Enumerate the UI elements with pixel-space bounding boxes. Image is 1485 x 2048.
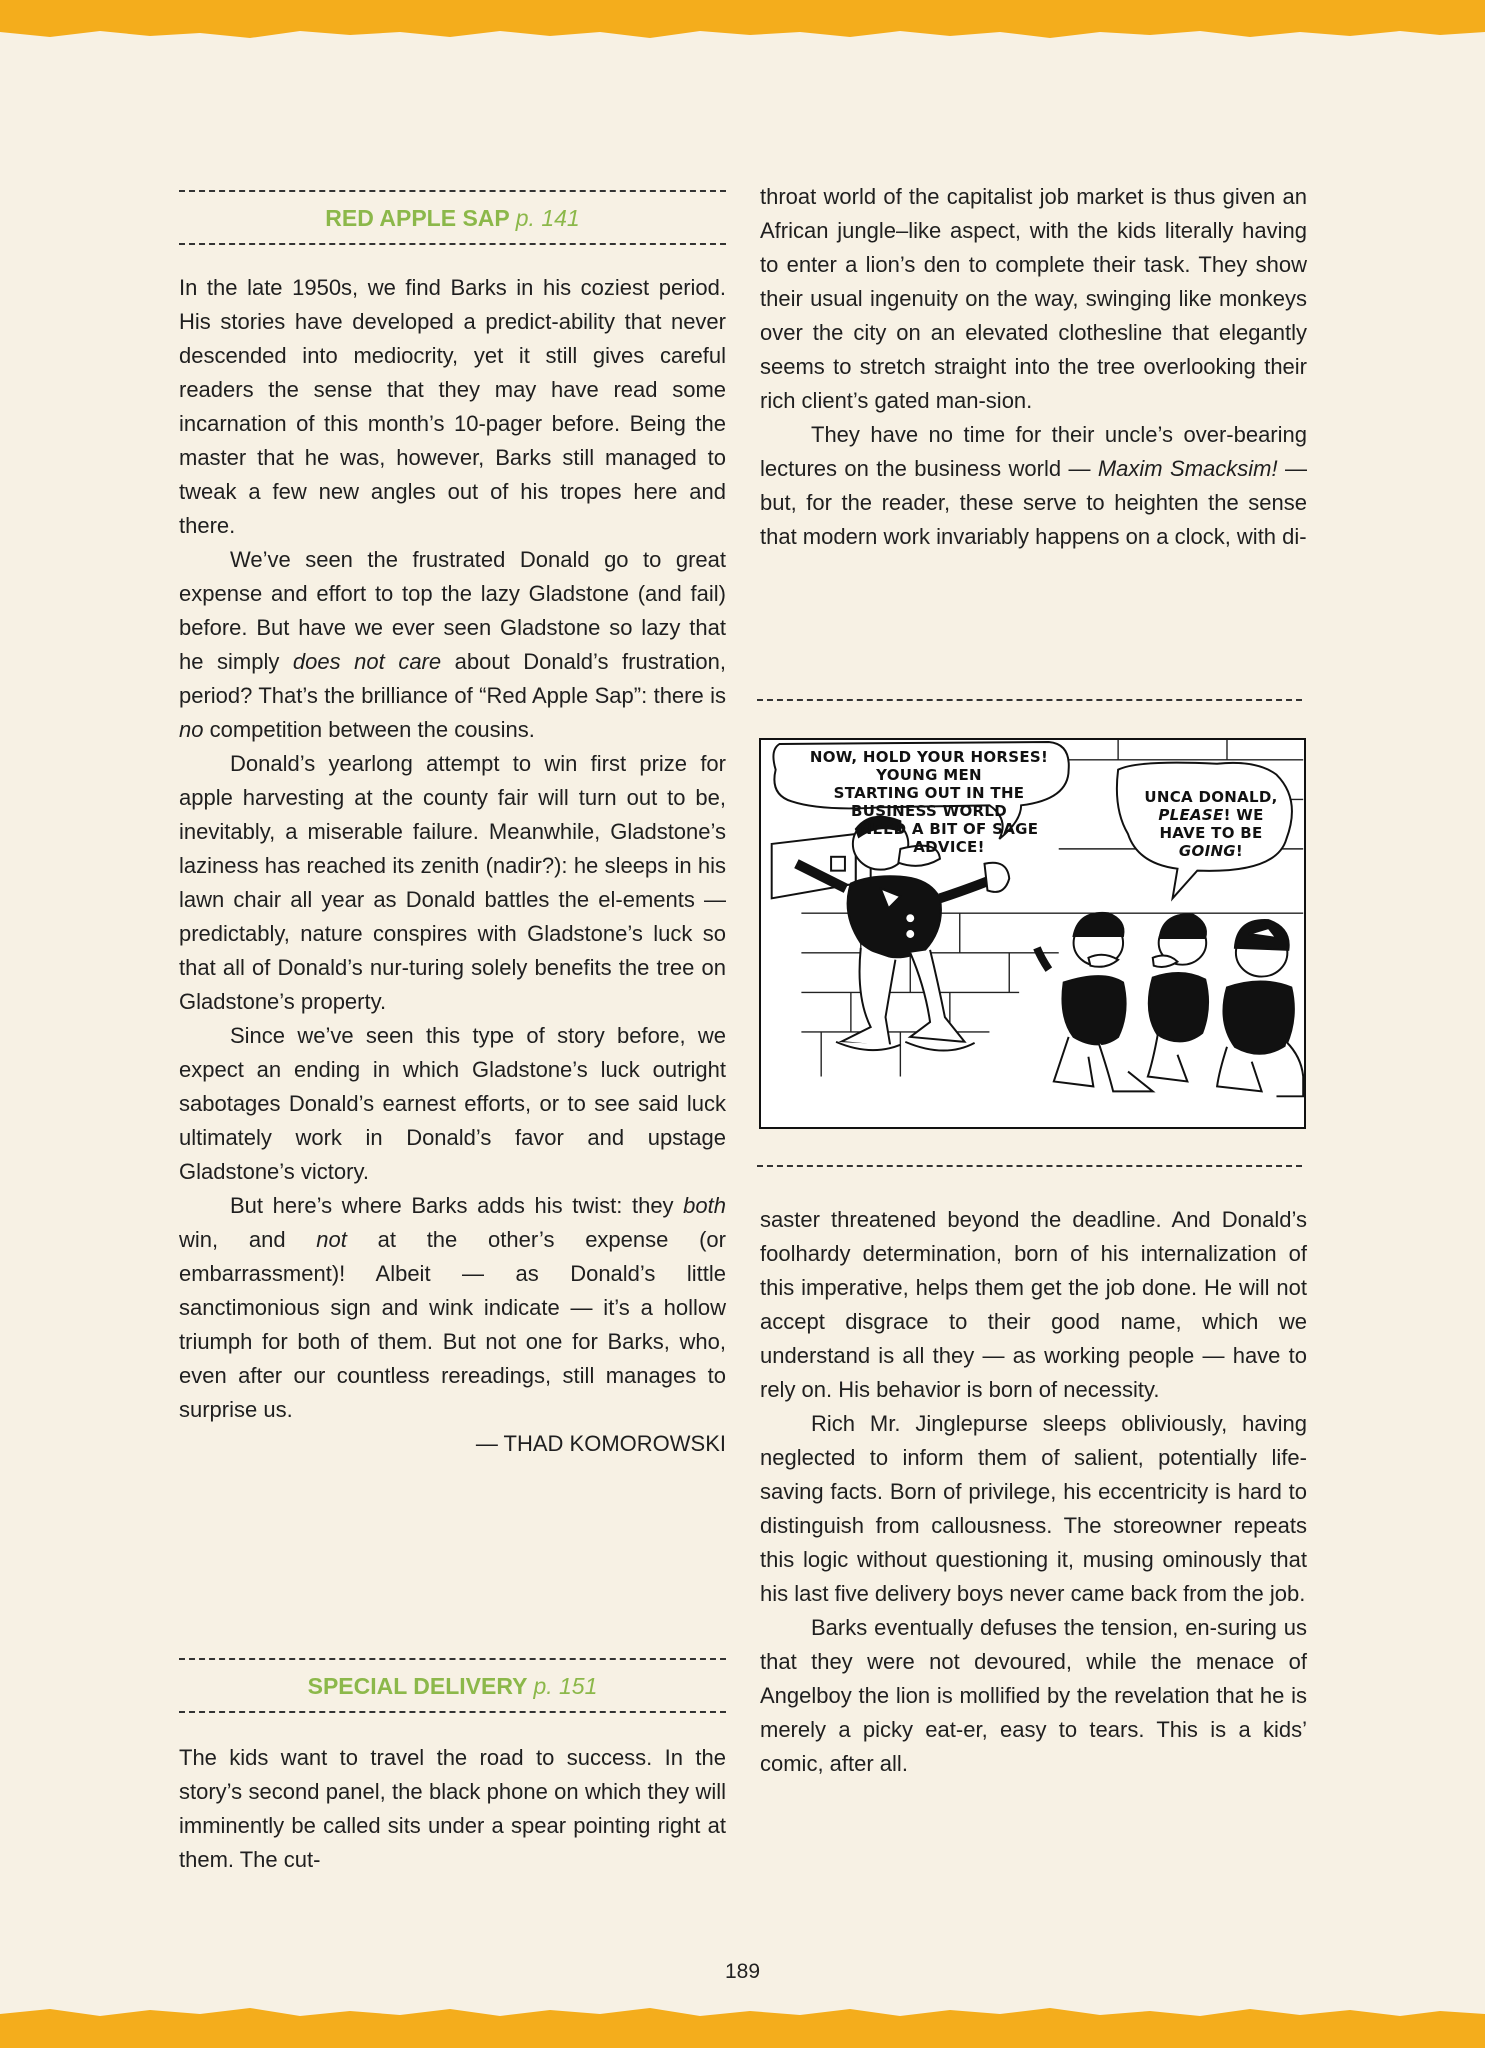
paragraph: throat world of the capitalist job market is thus given an African jungle–like aspect, with the kids literally having to enter a lion’s den to complete their task. They show their usual ingenuity on the way, swinging like monkeys over the city on an elevated clothesline that elegantly seems to stretch straight into the tree overlooking their rich client’s gated man-sion. xyxy=(760,184,1307,413)
section-page-ref: p. 151 xyxy=(533,1673,598,1699)
torn-edge-bottom xyxy=(0,2004,1485,2022)
bottom-band xyxy=(0,2018,1485,2048)
paragraph: Rich Mr. Jinglepurse sleeps obliviously, having neglected to inform them of salient, potentially life-saving facts. Born of privilege, his eccentricity is hard to distinguish from callousness. The storeowner repeats this logic without questioning it, musing ominously that his last five delivery boys never came back from the job. xyxy=(760,1411,1307,1606)
section-title: SPECIAL DELIVERY xyxy=(307,1673,528,1699)
paragraph: They have no time for their uncle’s over-bearing lectures on the business world — Maxim Smacksim! — but, for the reader, these serve to heighten the sense that modern work invariably happens on a clock, with di- xyxy=(760,422,1307,549)
left-column xyxy=(179,190,726,1461)
paragraph: In the late 1950s, we find Barks in his coziest period. His stories have developed a predict-ability that never descended into mediocrity, yet it still gives careful readers the sense that they may have read some incarnation of this month’s 10-pager before. Being the master that he was, however, Barks still managed to tweak a few new angles out of his tropes here and there. xyxy=(179,275,726,538)
left-column-section2 xyxy=(179,1658,726,1877)
page-number: 189 xyxy=(724,1960,761,1983)
paragraph: The kids want to travel the road to success. In the story’s second panel, the black phone on which they will imminently be called sits under a spear pointing right at them. The cut- xyxy=(179,1745,726,1872)
author-byline: — THAD KOMOROWSKI xyxy=(475,1431,726,1456)
paragraph: We’ve seen the frustrated Donald go to great expense and effort to top the lazy Gladstone (and fail) before. But have we ever seen Gladstone so lazy that he simply does not care about Donald’s frustration, period? That’s the brilliance of “Red Apple Sap”: there is no competition between the cousins. xyxy=(179,547,726,742)
paragraph: Donald’s yearlong attempt to win first prize for apple harvesting at the county fair will turn out to be, inevitably, a miserable failure. Meanwhile, Gladstone’s laziness has reached its zenith (nadir?): he sleeps in his lawn chair all year as Donald battles the el-ements — predictably, nature conspires with Gladstone’s luck so that all of Donald’s nur-turing solely benefits the tree on Gladstone’s property. xyxy=(179,751,726,1014)
nephew-3 xyxy=(1217,920,1303,1096)
speech-balloon-1-text: NOW, HOLD YOUR HORSES! YOUNG MEN STARTING OUT IN THE BUSINESS WORLD NEED A BIT OF SAGE ADVICE! xyxy=(809,748,1049,856)
paragraph: But here’s where Barks adds his twist: they both win, and not at the other’s expense (or embarrassment)! Albeit — as Donald’s little sanctimonious sign and wink indicate — it’s a hollow triumph for both of them. But not one for Barks, who, even after our countless rereadings, still manages to surprise us. xyxy=(179,1193,726,1422)
paragraph: Since we’ve seen this type of story before, we expect an ending in which Gladstone’s luck outright sabotages Donald’s earnest efforts, or to see said luck ultimately work in Donald’s favor and upstage Gladstone’s victory. xyxy=(179,1023,726,1184)
nephew-2 xyxy=(1148,914,1208,1081)
panel-rule-bottom xyxy=(757,1165,1302,1167)
top-band xyxy=(0,0,1485,30)
paragraph: saster threatened beyond the deadline. And Donald’s foolhardy determination, born of his internalization of this imperative, helps them get the job done. He will not accept disgrace to their good name, which we understand is all they — as working people — have to rely on. His behavior is born of necessity. xyxy=(760,1207,1307,1402)
comic-panel xyxy=(759,738,1306,1129)
section-title: RED APPLE SAP xyxy=(325,205,510,231)
panel-rule-top xyxy=(757,699,1302,701)
section-heading-red-apple-sap xyxy=(179,192,726,243)
right-column-top xyxy=(760,180,1307,554)
section-page-ref: p. 141 xyxy=(515,205,580,231)
section-heading-special-delivery xyxy=(179,1660,726,1711)
speech-balloon-2-text: UNCA DONALD, PLEASE! WE HAVE TO BE GOING! xyxy=(1144,788,1278,860)
right-column-bottom xyxy=(760,1203,1307,1781)
nephew-1 xyxy=(1037,913,1153,1091)
paragraph: Barks eventually defuses the tension, en-suring us that they were not devoured, while the menace of Angelboy the lion is mollified by the revelation that he is merely a picky eat-er, easy to tears. This is a kids’ comic, after all. xyxy=(760,1615,1307,1776)
torn-edge-top xyxy=(0,26,1485,44)
